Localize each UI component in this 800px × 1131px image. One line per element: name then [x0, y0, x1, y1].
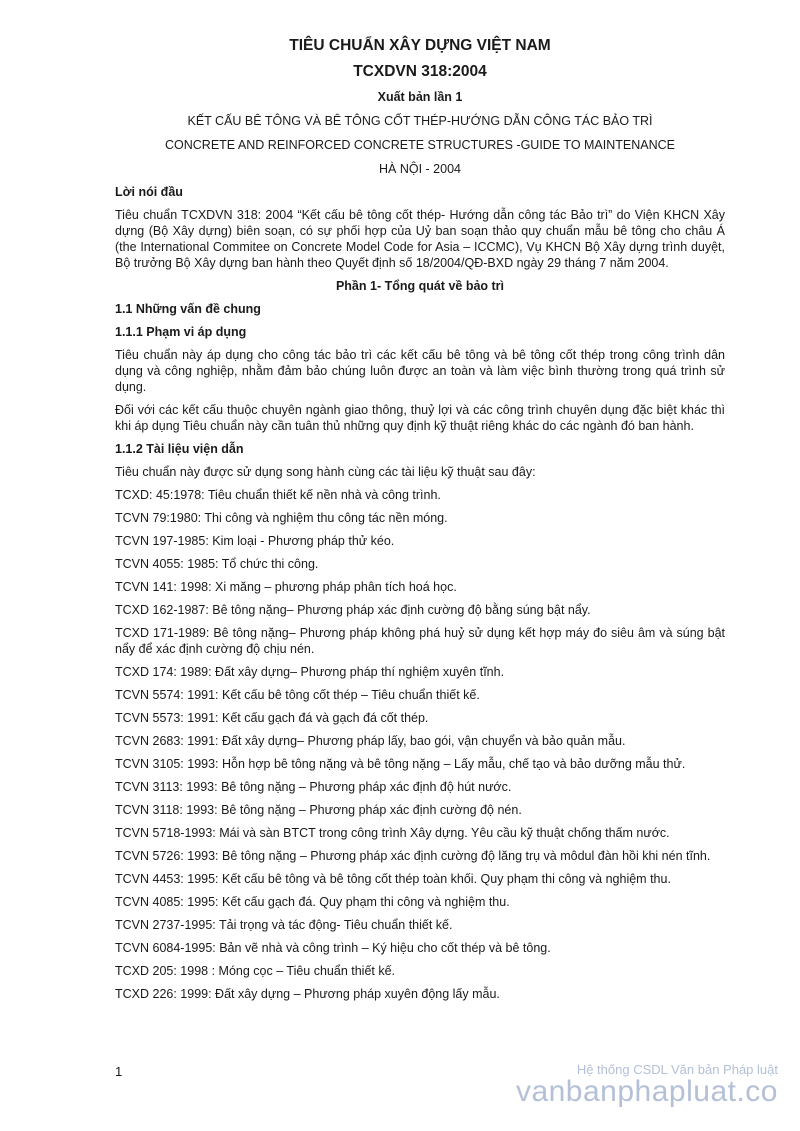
reference-item: TCXD 162-1987: Bê tông nặng– Phương pháp xác định cường độ bằng súng bật nẩy. [115, 603, 591, 617]
reference-item: TCXD 205: 1998 : Móng cọc – Tiêu chuẩn thiết kế. [115, 964, 396, 978]
part1-heading: Phần 1- Tổng quát về bảo trì [335, 279, 505, 293]
reference-list [115, 487, 725, 1002]
reference-item: TCVN 197-1985: Kim loại - Phương pháp thử kéo. [115, 534, 395, 548]
edition-label: Xuất bản lần 1 [377, 90, 463, 104]
reference-item: TCVN 2737-1995: Tải trọng và tác động- Tiêu chuẩn thiết kế. [115, 918, 453, 932]
reference-item: TCVN 3113: 1993: Bê tông nặng – Phương pháp xác định độ hút nước. [115, 780, 512, 794]
foreword-text: Tiêu chuẩn TCXDVN 318: 2004 “Kết cấu bê tông cốt thép- Hướng dẫn công tác Bảo trì” do Viện KHCN Xây dựng (Bộ Xây dựng) biên soạn, có sự phối hợp của Uỷ ban soạn thảo quy chuẩn mẫu bê tông cho châu Á (the International Commitee on Concrete Model Code for Asia – ICCMC), Vụ KHCN Bộ Xây dựng trình duyệt, Bộ trưởng Bộ Xây dựng ban hành theo Quyết định số 18/2004/QĐ-BXD ngày 29 tháng 7 năm 2004. [115, 208, 725, 270]
title-vietnamese: KẾT CẤU BÊ TÔNG VÀ BÊ TÔNG CỐT THÉP-HƯỚNG DẪN CÔNG TÁC BẢO TRÌ [187, 114, 653, 128]
reference-item: TCVN 5573: 1991: Kết cấu gạch đá và gạch đá cốt thép. [115, 711, 429, 725]
reference-item: TCXD 171-1989: Bê tông nặng– Phương pháp không phá huỷ sử dụng kết hợp máy đo siêu âm và súng bật nẩy để xác định cường độ chịu nén. [115, 626, 725, 656]
section-1-1-heading: 1.1 Những vấn đề chung [115, 302, 261, 316]
title-english: CONCRETE AND REINFORCED CONCRETE STRUCTURES -GUIDE TO MAINTENANCE [165, 138, 675, 152]
reference-item: TCVN 3105: 1993: Hỗn hợp bê tông nặng và bê tông nặng – Lấy mẫu, chế tạo và bảo dưỡng mẫu thử. [115, 757, 686, 771]
document-title: TIÊU CHUẨN XÂY DỰNG VIỆT NAM [289, 37, 551, 54]
section-1-1-2-heading: 1.1.2 Tài liệu viện dẫn [115, 442, 244, 456]
reference-item: TCVN 5718-1993: Mái và sàn BTCT trong công trình Xây dựng. Yêu cầu kỹ thuật chống thấm nước. [115, 826, 670, 840]
scope-paragraph-2: Đối với các kết cấu thuộc chuyên ngành giao thông, thuỷ lợi và các công trình chuyên dụng đặc biệt khác thì khi áp dụng Tiêu chuẩn này cần tuân thủ những quy định kỹ thuật riêng khác do các ngành đó ban hành. [115, 403, 725, 433]
reference-item: TCVN 6084-1995: Bản vẽ nhà và công trình – Ký hiệu cho cốt thép và bê tông. [115, 941, 551, 955]
reference-item: TCXD: 45:1978: Tiêu chuẩn thiết kế nền nhà và công trình. [115, 488, 441, 502]
foreword-heading: Lời nói đầu [115, 185, 183, 199]
reference-item: TCVN 79:1980: Thi công và nghiệm thu công tác nền móng. [115, 511, 448, 525]
watermark-site: vanbanphapluat.co [515, 1075, 778, 1108]
place-year: HÀ NỘI - 2004 [379, 162, 461, 176]
reference-item: TCVN 4453: 1995: Kết cấu bê tông và bê tông cốt thép toàn khối. Quy phạm thi công và nghiệm thu. [115, 872, 671, 886]
reference-item: TCVN 141: 1998: Xi măng – phương pháp phân tích hoá học. [115, 580, 457, 594]
page-number: 1 [115, 1064, 123, 1079]
reference-item: TCVN 4085: 1995: Kết cấu gạch đá. Quy phạm thi công và nghiệm thu. [115, 895, 510, 909]
document-page [115, 36, 725, 1009]
watermark-caption: Hệ thống CSDL Văn bản Pháp luật [576, 1062, 778, 1077]
scope-paragraph-1: Tiêu chuẩn này áp dụng cho công tác bảo trì các kết cấu bê tông và bê tông cốt thép trong công trình dân dụng và công nghiệp, nhằm đảm bảo chúng luôn được an toàn và làm việc bình thường trong quá trình sử dụng. [115, 348, 725, 394]
reference-item: TCVN 2683: 1991: Đất xây dựng– Phương pháp lấy, bao gói, vận chuyển và bảo quản mẫu. [115, 734, 626, 748]
reference-item: TCXD 174: 1989: Đất xây dựng– Phương pháp thí nghiệm xuyên tĩnh. [115, 665, 505, 679]
reference-item: TCVN 5726: 1993: Bê tông nặng – Phương pháp xác định cường độ lăng trụ và môdul đàn hồi khi nén tĩnh. [115, 849, 711, 863]
reference-item: TCXD 226: 1999: Đất xây dựng – Phương pháp xuyên động lấy mẫu. [115, 987, 500, 1001]
references-intro: Tiêu chuẩn này được sử dụng song hành cùng các tài liệu kỹ thuật sau đây: [115, 465, 536, 479]
section-1-1-1-heading: 1.1.1 Phạm vi áp dụng [115, 325, 247, 339]
reference-item: TCVN 3118: 1993: Bê tông nặng – Phương pháp xác định cường độ nén. [115, 803, 522, 817]
document-code: TCXDVN 318:2004 [353, 63, 487, 80]
reference-item: TCVN 5574: 1991: Kết cấu bê tông cốt thép – Tiêu chuẩn thiết kế. [115, 688, 480, 702]
reference-item: TCVN 4055: 1985: Tổ chức thi công. [115, 557, 319, 571]
